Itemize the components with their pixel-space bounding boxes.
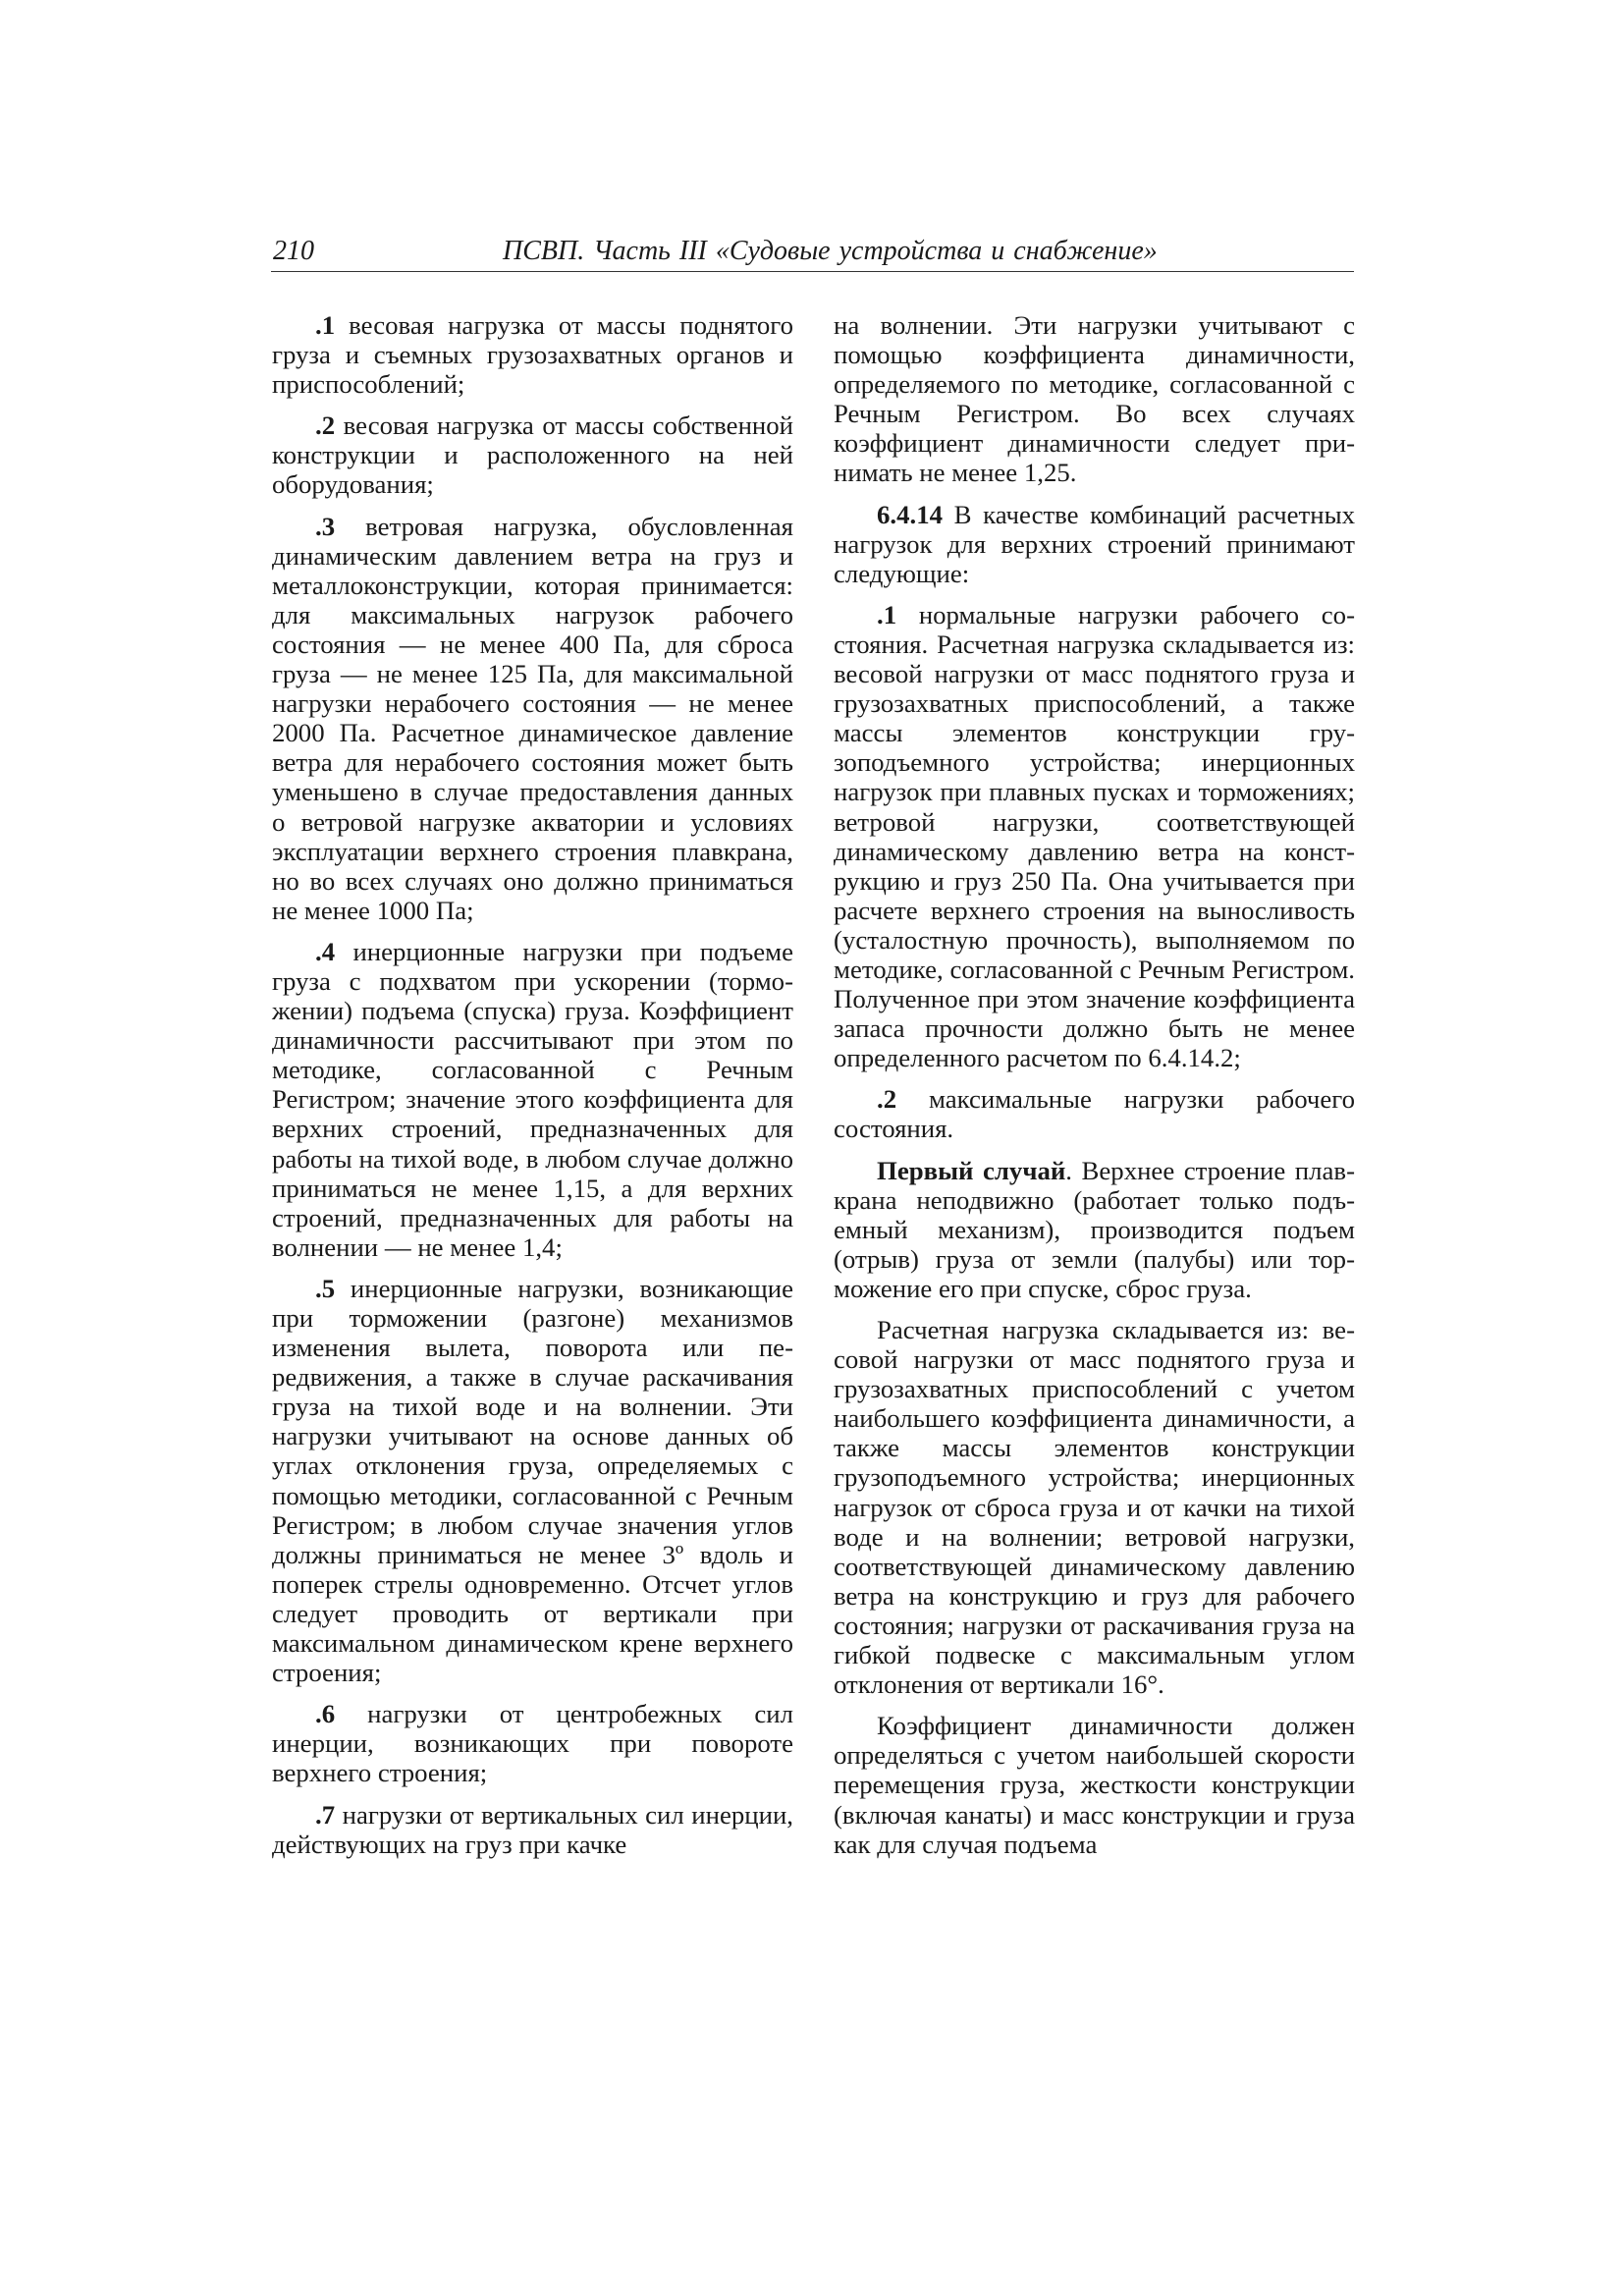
- page-number: 210: [273, 236, 314, 266]
- clause-number: .2: [315, 410, 336, 441]
- first-case-label: Первый случай: [877, 1155, 1066, 1185]
- clause-number: .5: [315, 1273, 336, 1303]
- section-text: В качестве комбинаций расчетных нагрузок для верхних строений принимают следующие:: [834, 499, 1355, 588]
- clause-text: нагрузки от центробежных сил инерции, возникающих при повороте верхнего строения;: [272, 1699, 793, 1788]
- clause-1: [272, 310, 793, 399]
- clause-7: [272, 1800, 793, 1859]
- running-header: [271, 236, 1354, 272]
- clause-text: инерционные нагрузки, возникающие при торможении (разгоне) механизмов изменения вылета, поворота или передвижения, а также в случае раскачивания груза на тихой воде и на волнении. Эти нагрузки учитывают на основе данных об углах отклонения груза, определяемых с помощью методики, согласованной с Речным Регистром; в любом случае значения углов должны приниматься не менее 3º вдоль и поперек стрелы одновременно. Отсчет углов следует проводить от вертикали при максимальном динамическом крене верхнего строения;: [272, 1273, 793, 1688]
- clause-number: .1: [315, 310, 336, 340]
- clause-5: [272, 1274, 793, 1687]
- clause-number: .6: [315, 1699, 336, 1729]
- clause-7-continuation: на волнении. Эти нагрузки учитывают с помощью коэффициента динамичности, определяемого по методике, согласованной с Речным Регистром. Во всех случаях коэффициент динамичности следует принимать не менее 1,25.: [834, 310, 1355, 488]
- calc-load-paragraph: Расчетная нагрузка складывается из: весовой нагрузки от масс поднятого груза и грузозахватных приспособлений с учетом наибольшего коэффициента динамичности, а также массы элементов конструкции грузоподъемного устройства; инерционных нагрузок от сброса груза и от качки на тихой воде и на волнении; ветровой нагрузки, соответствующей динамическому давлению ветра на конструкцию и груз для рабочего состояния; нагрузки от раскачивания груза на гибкой подвеске с максимальным углом отклонения от вертикали 16°.: [834, 1315, 1355, 1700]
- clause-text: нагрузки от вертикальных сил инерции, действующих на груз при качке: [272, 1799, 793, 1859]
- section-number: 6.4.14: [877, 499, 943, 529]
- right-column: [834, 310, 1355, 1859]
- clause-text: максимальные нагрузки рабочего состояния.: [834, 1084, 1355, 1144]
- first-case-text: . Верхнее строение плавкрана неподвижно (работает только подъемный механизм), производится подъем (отрыв) груза от земли (палубы) или торможение его при спуске, сброс груза.: [834, 1155, 1356, 1303]
- combination-2: [834, 1084, 1355, 1143]
- clause-number: .2: [877, 1084, 897, 1115]
- clause-number: .7: [315, 1799, 336, 1830]
- clause-number: .3: [315, 511, 336, 541]
- running-title: ПСВП. Часть III «Судовые устройства и снабжение»: [503, 236, 1158, 266]
- first-case: [834, 1156, 1355, 1303]
- clause-2: [272, 410, 793, 499]
- dynamic-coefficient-paragraph: Коэффициент динамичности должен определяться с учетом наибольшей скорости перемещения груза, жесткости конструкции (включая канаты) и масс конструкции и груза как для случая подъема: [834, 1711, 1355, 1859]
- clause-3: [272, 512, 793, 925]
- clause-text: ветровая нагрузка, обусловленная динамическим давлением ветра на груз и металлоконструкции, которая принимается: для максимальных нагрузок рабочего состояния — не менее 400 Па, для сброса груза — не менее 125 Па, для максимальной нагрузки нерабочего состояния — не менее 2000 Па. Расчетное динамическое давление ветра для нерабочего состояния может быть уменьшено в случае предоставления данных о ветровой нагрузке акватории и условиях эксплуатации верхнего строения плавкрана, но во всех случаях оно должно приниматься не менее 1000 Па;: [272, 511, 793, 925]
- clause-number: .4: [315, 936, 336, 966]
- clause-text: инерционные нагрузки при подъеме груза с подхватом при ускорении (торможении) подъема (спуска) груза. Коэффициент динамичности рассчитывают при этом по методике, согласованной с Речным Регистром; значение этого коэффициента для верхних строений, предназначенных для работы на тихой воде, в любом случае должно приниматься не менее 1,15, а для верхних строений, предназначенных для работы на волнении — не менее 1,4;: [272, 936, 793, 1262]
- clause-text: весовая нагрузка от массы поднятого груза и съемных грузозахватных органов и приспособлений;: [272, 310, 793, 400]
- section-6-4-14: [834, 500, 1355, 588]
- clause-number: .1: [877, 599, 897, 629]
- clause-text: нормальные нагрузки рабочего состояния. Расчетная нагрузка складывается из: весовой нагрузки от масс поднятого груза и грузозахватных приспособлений, а также массы элементов конструкции грузоподъемного устройства; инерционных нагрузок при плавных пусках и торможениях; ветровой нагрузки, соответствующей динамическому давлению ветра на конструкцию и груз 250 Па. Она учитывается при расчете верхнего строения на выносливость (усталостную прочность), выполняемом по методике, согласованной с Речным Регистром. Полученное при этом значение коэффициента запаса прочности должно быть не менее определенного расчетом по 6.4.14.2;: [834, 599, 1355, 1073]
- clause-4: [272, 937, 793, 1262]
- combination-1: [834, 600, 1355, 1073]
- left-column: [272, 310, 793, 1859]
- clause-6: [272, 1699, 793, 1787]
- clause-text: весовая нагрузка от массы собственной конструкции и расположенного на ней оборудования;: [272, 410, 793, 500]
